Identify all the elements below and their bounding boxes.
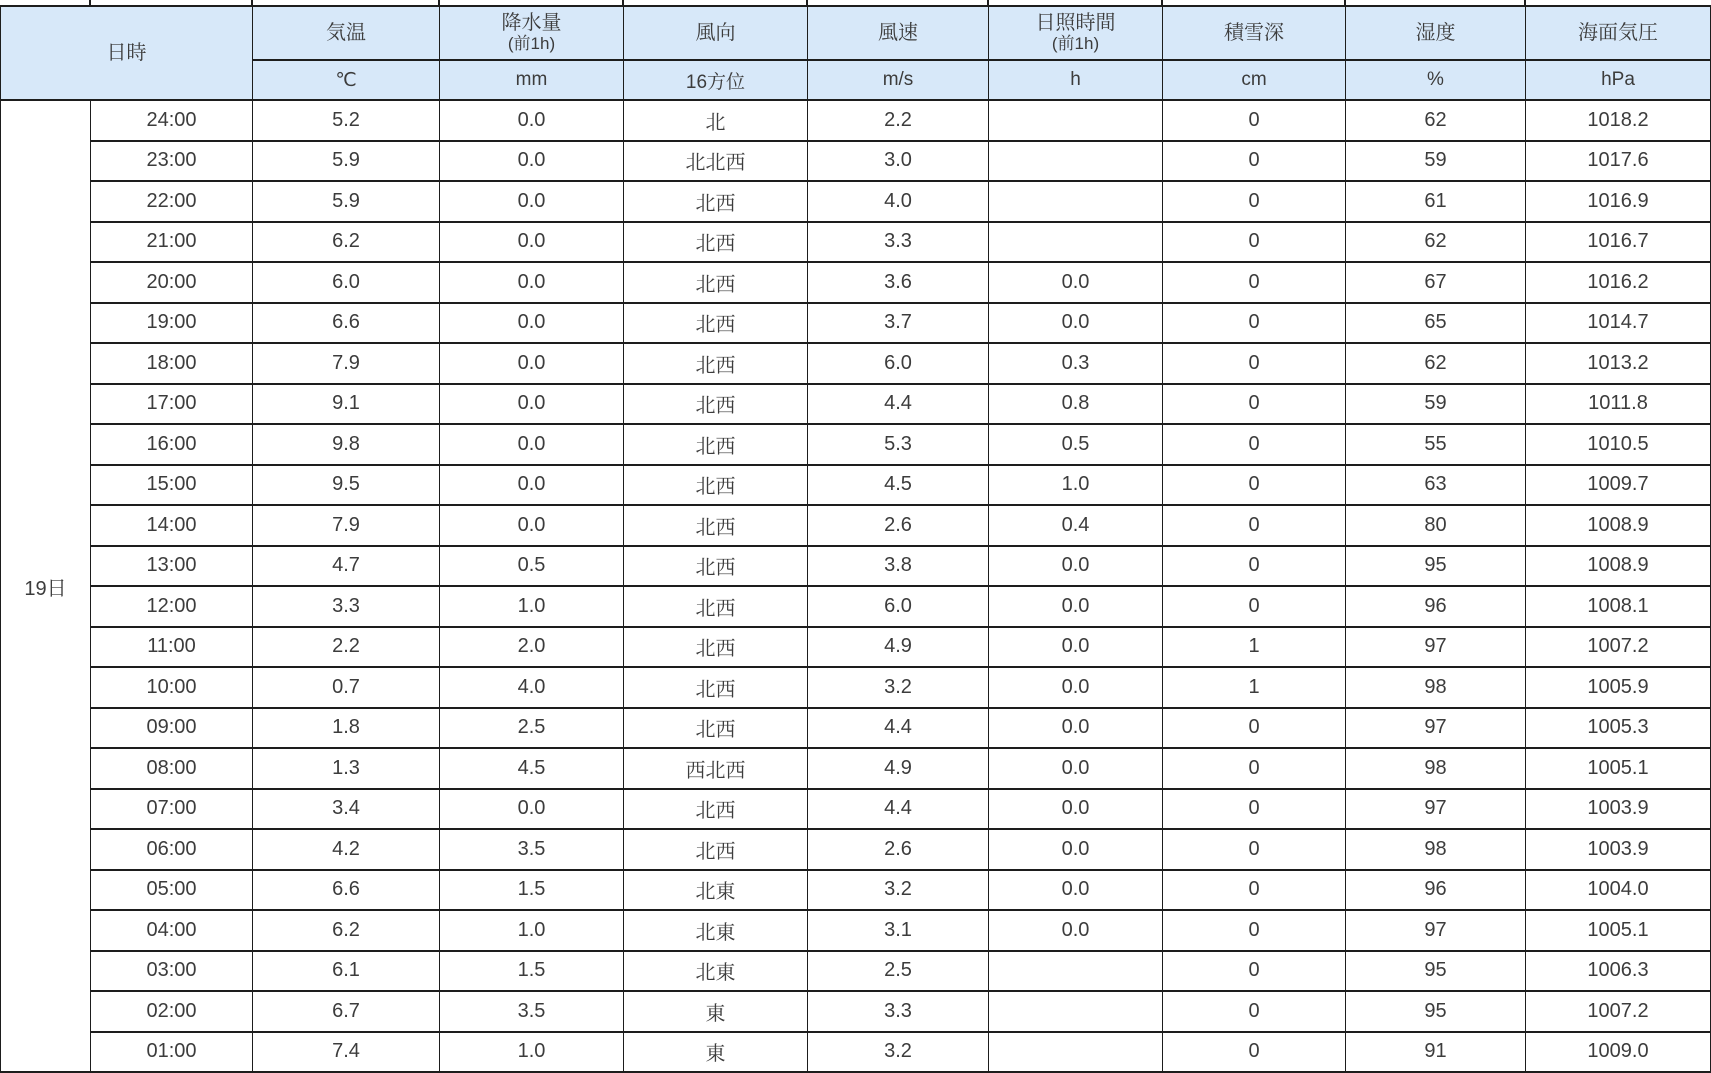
cell-wind-direction: 北西 bbox=[624, 384, 808, 425]
cell-time: 01:00 bbox=[91, 1032, 253, 1073]
cell-time: 06:00 bbox=[91, 829, 253, 870]
column-border-remnant bbox=[89, 0, 91, 5]
cell-humidity: 95 bbox=[1346, 546, 1526, 587]
cell-humidity: 98 bbox=[1346, 667, 1526, 708]
cell-precipitation: 4.0 bbox=[440, 667, 624, 708]
cell-humidity: 91 bbox=[1346, 1032, 1526, 1073]
cell-sunshine: 0.0 bbox=[989, 789, 1163, 830]
cell-wind-direction: 北西 bbox=[624, 627, 808, 668]
unit-humidity: % bbox=[1346, 60, 1526, 100]
cell-humidity: 95 bbox=[1346, 951, 1526, 992]
cell-temperature: 5.2 bbox=[253, 100, 440, 141]
cell-sunshine: 0.5 bbox=[989, 424, 1163, 465]
cell-snow-depth: 0 bbox=[1163, 910, 1346, 951]
unit-snow-depth: cm bbox=[1163, 60, 1346, 100]
cell-wind-direction: 東 bbox=[624, 991, 808, 1032]
cell-sunshine: 0.0 bbox=[989, 546, 1163, 587]
cell-time: 19:00 bbox=[91, 303, 253, 344]
unit-precipitation: mm bbox=[440, 60, 624, 100]
table-row bbox=[1, 627, 1711, 668]
cell-sunshine bbox=[989, 951, 1163, 992]
cell-humidity: 98 bbox=[1346, 748, 1526, 789]
cell-sunshine: 0.0 bbox=[989, 829, 1163, 870]
table-row bbox=[1, 708, 1711, 749]
cell-pressure: 1009.0 bbox=[1526, 1032, 1711, 1073]
table-row bbox=[1, 384, 1711, 425]
cell-temperature: 5.9 bbox=[253, 181, 440, 222]
cell-time: 16:00 bbox=[91, 424, 253, 465]
cell-wind-direction: 東 bbox=[624, 1032, 808, 1073]
cell-temperature: 6.7 bbox=[253, 991, 440, 1032]
cell-time: 08:00 bbox=[91, 748, 253, 789]
cell-snow-depth: 0 bbox=[1163, 951, 1346, 992]
cell-wind-direction: 北西 bbox=[624, 546, 808, 587]
cell-snow-depth: 0 bbox=[1163, 222, 1346, 263]
header-temperature: 気温 bbox=[253, 6, 440, 60]
cell-sunshine: 0.0 bbox=[989, 910, 1163, 951]
cell-snow-depth: 1 bbox=[1163, 667, 1346, 708]
cell-time: 12:00 bbox=[91, 586, 253, 627]
cell-snow-depth: 0 bbox=[1163, 384, 1346, 425]
cell-precipitation: 0.0 bbox=[440, 222, 624, 263]
cell-sunshine: 0.0 bbox=[989, 870, 1163, 911]
cell-sunshine: 0.0 bbox=[989, 262, 1163, 303]
table-row bbox=[1, 829, 1711, 870]
hourly-weather-table bbox=[0, 5, 1711, 1073]
cell-temperature: 9.1 bbox=[253, 384, 440, 425]
cell-temperature: 6.0 bbox=[253, 262, 440, 303]
cell-sunshine: 0.0 bbox=[989, 627, 1163, 668]
cell-wind-speed: 4.0 bbox=[808, 181, 989, 222]
cell-humidity: 97 bbox=[1346, 789, 1526, 830]
cell-pressure: 1008.9 bbox=[1526, 546, 1711, 587]
cell-sunshine: 0.3 bbox=[989, 343, 1163, 384]
cell-wind-direction: 北西 bbox=[624, 465, 808, 506]
cell-snow-depth: 0 bbox=[1163, 748, 1346, 789]
cell-time: 23:00 bbox=[91, 141, 253, 182]
cell-humidity: 62 bbox=[1346, 343, 1526, 384]
cell-precipitation: 0.0 bbox=[440, 789, 624, 830]
cell-snow-depth: 0 bbox=[1163, 505, 1346, 546]
cell-sunshine bbox=[989, 141, 1163, 182]
unit-temperature: ℃ bbox=[253, 60, 440, 100]
table-row bbox=[1, 424, 1711, 465]
cell-time: 11:00 bbox=[91, 627, 253, 668]
column-border-remnant bbox=[987, 0, 989, 5]
cell-wind-direction: 北西 bbox=[624, 586, 808, 627]
cell-pressure: 1011.8 bbox=[1526, 384, 1711, 425]
cell-wind-speed: 4.4 bbox=[808, 789, 989, 830]
cell-wind-direction: 北北西 bbox=[624, 141, 808, 182]
cell-snow-depth: 0 bbox=[1163, 870, 1346, 911]
cell-precipitation: 1.5 bbox=[440, 951, 624, 992]
cell-snow-depth: 0 bbox=[1163, 100, 1346, 141]
cell-humidity: 62 bbox=[1346, 222, 1526, 263]
cell-time: 13:00 bbox=[91, 546, 253, 587]
cell-snow-depth: 0 bbox=[1163, 424, 1346, 465]
cell-pressure: 1005.9 bbox=[1526, 667, 1711, 708]
table-row bbox=[1, 991, 1711, 1032]
cell-precipitation: 4.5 bbox=[440, 748, 624, 789]
table-row bbox=[1, 505, 1711, 546]
cell-temperature: 3.3 bbox=[253, 586, 440, 627]
cell-temperature: 4.7 bbox=[253, 546, 440, 587]
header-precipitation: 降水量 (前1h) bbox=[440, 6, 624, 60]
cell-temperature: 6.1 bbox=[253, 951, 440, 992]
column-border-remnant bbox=[1524, 0, 1526, 5]
cell-pressure: 1016.2 bbox=[1526, 262, 1711, 303]
unit-pressure: hPa bbox=[1526, 60, 1711, 100]
cell-temperature: 1.8 bbox=[253, 708, 440, 749]
table-row bbox=[1, 181, 1711, 222]
cell-temperature: 1.3 bbox=[253, 748, 440, 789]
cell-time: 20:00 bbox=[91, 262, 253, 303]
cell-sunshine: 0.0 bbox=[989, 748, 1163, 789]
header-wind-speed: 風速 bbox=[808, 6, 989, 60]
cell-wind-speed: 3.7 bbox=[808, 303, 989, 344]
column-border-remnant bbox=[1344, 0, 1346, 5]
cell-wind-speed: 3.1 bbox=[808, 910, 989, 951]
cell-humidity: 61 bbox=[1346, 181, 1526, 222]
table-row bbox=[1, 1032, 1711, 1073]
cell-precipitation: 0.0 bbox=[440, 303, 624, 344]
cell-temperature: 7.9 bbox=[253, 343, 440, 384]
cell-pressure: 1009.7 bbox=[1526, 465, 1711, 506]
cell-pressure: 1003.9 bbox=[1526, 789, 1711, 830]
cell-wind-speed: 4.5 bbox=[808, 465, 989, 506]
header-pressure: 海面気圧 bbox=[1526, 6, 1711, 60]
cell-snow-depth: 0 bbox=[1163, 546, 1346, 587]
header-datetime bbox=[1, 6, 253, 100]
cell-precipitation: 1.5 bbox=[440, 870, 624, 911]
cell-wind-direction: 西北西 bbox=[624, 748, 808, 789]
cell-temperature: 6.6 bbox=[253, 303, 440, 344]
cell-sunshine bbox=[989, 181, 1163, 222]
column-border-remnant bbox=[806, 0, 808, 5]
cell-temperature: 7.9 bbox=[253, 505, 440, 546]
cell-sunshine: 0.0 bbox=[989, 708, 1163, 749]
cell-snow-depth: 0 bbox=[1163, 141, 1346, 182]
cell-sunshine: 0.0 bbox=[989, 667, 1163, 708]
cell-time: 21:00 bbox=[91, 222, 253, 263]
cell-snow-depth: 0 bbox=[1163, 465, 1346, 506]
table-row bbox=[1, 870, 1711, 911]
cell-wind-speed: 4.4 bbox=[808, 384, 989, 425]
cell-humidity: 96 bbox=[1346, 870, 1526, 911]
cell-time: 14:00 bbox=[91, 505, 253, 546]
cell-wind-speed: 3.3 bbox=[808, 991, 989, 1032]
cell-pressure: 1003.9 bbox=[1526, 829, 1711, 870]
cell-wind-speed: 6.0 bbox=[808, 586, 989, 627]
cell-time: 07:00 bbox=[91, 789, 253, 830]
header-sunshine: 日照時間 (前1h) bbox=[989, 6, 1163, 60]
cell-humidity: 95 bbox=[1346, 991, 1526, 1032]
cell-wind-speed: 4.4 bbox=[808, 708, 989, 749]
cell-humidity: 80 bbox=[1346, 505, 1526, 546]
cell-precipitation: 0.0 bbox=[440, 181, 624, 222]
cell-temperature: 9.5 bbox=[253, 465, 440, 506]
cell-time: 04:00 bbox=[91, 910, 253, 951]
table-row bbox=[1, 910, 1711, 951]
unit-wind-direction: 16方位 bbox=[624, 60, 808, 100]
table-row bbox=[1, 789, 1711, 830]
unit-wind-speed: m/s bbox=[808, 60, 989, 100]
cell-sunshine: 0.4 bbox=[989, 505, 1163, 546]
cell-precipitation: 0.0 bbox=[440, 262, 624, 303]
cell-wind-direction: 北東 bbox=[624, 951, 808, 992]
cell-snow-depth: 0 bbox=[1163, 1032, 1346, 1073]
cell-sunshine: 0.0 bbox=[989, 586, 1163, 627]
cell-temperature: 2.2 bbox=[253, 627, 440, 668]
cell-wind-direction: 北東 bbox=[624, 870, 808, 911]
cell-snow-depth: 1 bbox=[1163, 627, 1346, 668]
table-row bbox=[1, 222, 1711, 263]
column-border-remnant bbox=[251, 0, 253, 5]
cell-wind-direction: 北西 bbox=[624, 343, 808, 384]
cell-pressure: 1008.1 bbox=[1526, 586, 1711, 627]
cell-temperature: 4.2 bbox=[253, 829, 440, 870]
cell-wind-speed: 2.6 bbox=[808, 829, 989, 870]
cell-temperature: 9.8 bbox=[253, 424, 440, 465]
cell-precipitation: 0.0 bbox=[440, 465, 624, 506]
cell-temperature: 0.7 bbox=[253, 667, 440, 708]
cell-wind-direction: 北西 bbox=[624, 708, 808, 749]
cell-time: 05:00 bbox=[91, 870, 253, 911]
cell-precipitation: 2.0 bbox=[440, 627, 624, 668]
table-row bbox=[1, 100, 1711, 141]
cell-wind-speed: 3.2 bbox=[808, 1032, 989, 1073]
cell-wind-speed: 2.2 bbox=[808, 100, 989, 141]
cell-temperature: 3.4 bbox=[253, 789, 440, 830]
cell-snow-depth: 0 bbox=[1163, 586, 1346, 627]
cell-wind-speed: 5.3 bbox=[808, 424, 989, 465]
previous-row-remnant bbox=[0, 0, 1707, 5]
cell-sunshine bbox=[989, 100, 1163, 141]
cell-time: 24:00 bbox=[91, 100, 253, 141]
cell-temperature: 6.2 bbox=[253, 222, 440, 263]
cell-humidity: 65 bbox=[1346, 303, 1526, 344]
date-cell: 19日 bbox=[1, 100, 91, 1072]
table-row bbox=[1, 748, 1711, 789]
cell-humidity: 67 bbox=[1346, 262, 1526, 303]
cell-humidity: 62 bbox=[1346, 100, 1526, 141]
cell-wind-speed: 2.6 bbox=[808, 505, 989, 546]
cell-humidity: 55 bbox=[1346, 424, 1526, 465]
table-header bbox=[1, 6, 1711, 100]
cell-sunshine bbox=[989, 222, 1163, 263]
cell-pressure: 1007.2 bbox=[1526, 627, 1711, 668]
cell-humidity: 97 bbox=[1346, 627, 1526, 668]
cell-precipitation: 3.5 bbox=[440, 991, 624, 1032]
cell-snow-depth: 0 bbox=[1163, 789, 1346, 830]
cell-pressure: 1004.0 bbox=[1526, 870, 1711, 911]
table-row bbox=[1, 343, 1711, 384]
cell-precipitation: 1.0 bbox=[440, 1032, 624, 1073]
cell-precipitation: 2.5 bbox=[440, 708, 624, 749]
cell-temperature: 7.4 bbox=[253, 1032, 440, 1073]
cell-time: 03:00 bbox=[91, 951, 253, 992]
cell-humidity: 63 bbox=[1346, 465, 1526, 506]
cell-precipitation: 0.0 bbox=[440, 505, 624, 546]
cell-pressure: 1014.7 bbox=[1526, 303, 1711, 344]
cell-time: 17:00 bbox=[91, 384, 253, 425]
cell-wind-direction: 北西 bbox=[624, 505, 808, 546]
cell-wind-direction: 北西 bbox=[624, 262, 808, 303]
cell-precipitation: 0.0 bbox=[440, 100, 624, 141]
cell-pressure: 1007.2 bbox=[1526, 991, 1711, 1032]
cell-wind-direction: 北西 bbox=[624, 424, 808, 465]
cell-precipitation: 1.0 bbox=[440, 586, 624, 627]
cell-wind-speed: 4.9 bbox=[808, 627, 989, 668]
cell-precipitation: 3.5 bbox=[440, 829, 624, 870]
unit-sunshine: h bbox=[989, 60, 1163, 100]
table-row bbox=[1, 546, 1711, 587]
cell-wind-direction: 北東 bbox=[624, 910, 808, 951]
cell-wind-direction: 北西 bbox=[624, 829, 808, 870]
cell-temperature: 6.2 bbox=[253, 910, 440, 951]
cell-precipitation: 0.0 bbox=[440, 384, 624, 425]
cell-wind-speed: 2.5 bbox=[808, 951, 989, 992]
cell-humidity: 98 bbox=[1346, 829, 1526, 870]
cell-humidity: 96 bbox=[1346, 586, 1526, 627]
cell-wind-direction: 北西 bbox=[624, 303, 808, 344]
table-row bbox=[1, 262, 1711, 303]
table-row bbox=[1, 465, 1711, 506]
table-row bbox=[1, 951, 1711, 992]
cell-sunshine: 0.0 bbox=[989, 303, 1163, 344]
cell-precipitation: 1.0 bbox=[440, 910, 624, 951]
cell-sunshine bbox=[989, 1032, 1163, 1073]
cell-sunshine: 0.8 bbox=[989, 384, 1163, 425]
cell-wind-direction: 北西 bbox=[624, 181, 808, 222]
cell-sunshine: 1.0 bbox=[989, 465, 1163, 506]
cell-pressure: 1006.3 bbox=[1526, 951, 1711, 992]
cell-snow-depth: 0 bbox=[1163, 829, 1346, 870]
cell-time: 09:00 bbox=[91, 708, 253, 749]
cell-humidity: 97 bbox=[1346, 910, 1526, 951]
cell-humidity: 59 bbox=[1346, 141, 1526, 182]
header-humidity: 湿度 bbox=[1346, 6, 1526, 60]
cell-wind-speed: 3.8 bbox=[808, 546, 989, 587]
cell-wind-direction: 北西 bbox=[624, 789, 808, 830]
cell-wind-speed: 3.2 bbox=[808, 667, 989, 708]
cell-pressure: 1008.9 bbox=[1526, 505, 1711, 546]
table-row bbox=[1, 667, 1711, 708]
column-border-remnant bbox=[438, 0, 440, 5]
header-wind-direction: 風向 bbox=[624, 6, 808, 60]
cell-snow-depth: 0 bbox=[1163, 303, 1346, 344]
header-datetime-label: 日時 bbox=[106, 41, 147, 64]
table-row bbox=[1, 586, 1711, 627]
cell-wind-speed: 4.9 bbox=[808, 748, 989, 789]
cell-humidity: 97 bbox=[1346, 708, 1526, 749]
column-border-remnant bbox=[622, 0, 624, 5]
cell-precipitation: 0.5 bbox=[440, 546, 624, 587]
cell-pressure: 1005.1 bbox=[1526, 910, 1711, 951]
cell-snow-depth: 0 bbox=[1163, 262, 1346, 303]
cell-time: 22:00 bbox=[91, 181, 253, 222]
cell-wind-speed: 3.0 bbox=[808, 141, 989, 182]
cell-snow-depth: 0 bbox=[1163, 343, 1346, 384]
cell-temperature: 6.6 bbox=[253, 870, 440, 911]
cell-wind-speed: 3.2 bbox=[808, 870, 989, 911]
cell-wind-direction: 北西 bbox=[624, 222, 808, 263]
cell-pressure: 1016.7 bbox=[1526, 222, 1711, 263]
table-row bbox=[1, 141, 1711, 182]
cell-snow-depth: 0 bbox=[1163, 991, 1346, 1032]
cell-wind-direction: 北 bbox=[624, 100, 808, 141]
cell-wind-speed: 3.3 bbox=[808, 222, 989, 263]
header-snow-depth: 積雪深 bbox=[1163, 6, 1346, 60]
cell-time: 10:00 bbox=[91, 667, 253, 708]
cell-pressure: 1005.1 bbox=[1526, 748, 1711, 789]
cell-precipitation: 0.0 bbox=[440, 343, 624, 384]
column-border-remnant bbox=[1161, 0, 1163, 5]
cell-precipitation: 0.0 bbox=[440, 424, 624, 465]
cell-temperature: 5.9 bbox=[253, 141, 440, 182]
cell-time: 02:00 bbox=[91, 991, 253, 1032]
table-body bbox=[1, 100, 1711, 1072]
cell-humidity: 59 bbox=[1346, 384, 1526, 425]
cell-pressure: 1016.9 bbox=[1526, 181, 1711, 222]
cell-wind-speed: 3.6 bbox=[808, 262, 989, 303]
table-row bbox=[1, 303, 1711, 344]
cell-pressure: 1017.6 bbox=[1526, 141, 1711, 182]
cell-time: 15:00 bbox=[91, 465, 253, 506]
cell-snow-depth: 0 bbox=[1163, 181, 1346, 222]
cell-pressure: 1005.3 bbox=[1526, 708, 1711, 749]
cell-wind-speed: 6.0 bbox=[808, 343, 989, 384]
cell-time: 18:00 bbox=[91, 343, 253, 384]
cell-precipitation: 0.0 bbox=[440, 141, 624, 182]
cell-snow-depth: 0 bbox=[1163, 708, 1346, 749]
cell-pressure: 1013.2 bbox=[1526, 343, 1711, 384]
cell-sunshine bbox=[989, 991, 1163, 1032]
cell-pressure: 1018.2 bbox=[1526, 100, 1711, 141]
cell-wind-direction: 北西 bbox=[624, 667, 808, 708]
cell-pressure: 1010.5 bbox=[1526, 424, 1711, 465]
